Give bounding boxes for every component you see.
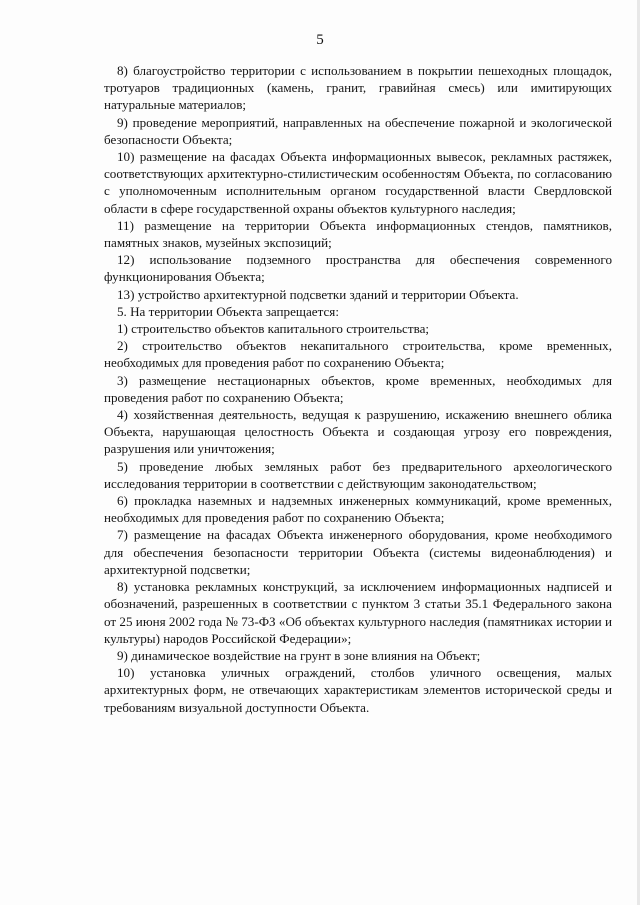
paragraph-item-8-landscaping: 8) благоустройство территории с использованием в покрытии пешеходных площадок, тротуаров традиционных (камень, гранит, гравийная смесь) или имитирующих натуральные материалов; bbox=[104, 63, 612, 113]
prohibited-item-5: 5) проведение любых земляных работ без предварительного археологического исследования территории в соответствии с действующим законодательством; bbox=[104, 458, 612, 491]
prohibited-item-6: 6) прокладка наземных и надземных инженерных коммуникаций, кроме временных, необходимых для проведения работ по сохранению Объекта; bbox=[104, 493, 612, 526]
paragraph-item-13-lighting: 13) устройство архитектурной подсветки зданий и территории Объекта. bbox=[117, 286, 519, 302]
prohibited-item-8: 8) установка рекламных конструкций, за исключением информационных надписей и обозначений, разрешенных в соответствии с пунктом 3 статьи 35.1 Федерального закона от 25 июня 2002 года № 73-ФЗ «Об объектах культурного наследия (памятниках истории и культуры) народов Российской Федерации»; bbox=[104, 579, 612, 646]
prohibited-item-7: 7) размещение на фасадах Объекта инженерного оборудования, кроме необходимого для обеспечения безопасности территории Объекта (системы видеонаблюдения) и архитектурной подсветки; bbox=[104, 527, 612, 577]
paragraph-item-9-fire-safety: 9) проведение мероприятий, направленных на обеспечение пожарной и экологической безопасности Объекта; bbox=[104, 114, 612, 147]
prohibited-item-2: 2) строительство объектов некапитального строительства, кроме временных, необходимых для проведения работ по сохранению Объекта; bbox=[104, 338, 612, 371]
section-heading-prohibited: 5. На территории Объекта запрещается: bbox=[117, 303, 339, 319]
prohibited-item-9: 9) динамическое воздействие на грунт в зоне влияния на Объект; bbox=[117, 647, 481, 663]
paragraph-item-10-signage: 10) размещение на фасадах Объекта информационных вывесок, рекламных растяжек, соответствующих архитектурно-стилистическим особенностям Объекта, по согласованию с уполномоченным исполнительным органом государственной власти Свердловской области в сфере государственной охраны объектов культурного наследия; bbox=[104, 149, 612, 216]
prohibited-item-4: 4) хозяйственная деятельность, ведущая к разрушению, искажению внешнего облика Объекта, нарушающая целостность Объекта и создающая угрозу его повреждения, разрушения или уничтожения; bbox=[104, 407, 612, 457]
document-body bbox=[104, 62, 612, 716]
prohibited-item-10: 10) установка уличных ограждений, столбов уличного освещения, малых архитектурных форм, не отвечающих характеристикам элементов исторической среды и требованиям визуальной доступности Объекта. bbox=[104, 665, 612, 715]
paragraph-item-12-underground: 12) использование подземного пространства для обеспечения современного функционирования Объекта; bbox=[104, 252, 612, 285]
paragraph-item-11-stands: 11) размещение на территории Объекта информационных стендов, памятников, памятных знаков, музейных экспозиций; bbox=[104, 217, 612, 251]
prohibited-item-1: 1) строительство объектов капитального строительства; bbox=[117, 321, 430, 337]
page-number: 5 bbox=[316, 32, 324, 48]
prohibited-item-3: 3) размещение нестационарных объектов, кроме временных, необходимых для проведения работ по сохранению Объекта; bbox=[104, 372, 612, 405]
